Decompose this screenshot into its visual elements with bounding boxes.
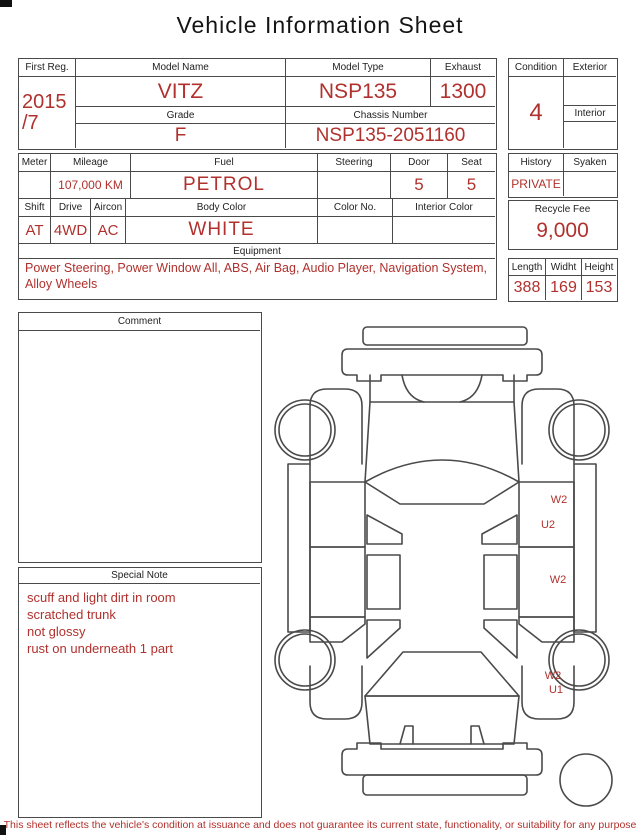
disclaimer-text: This sheet reflects the vehicle's condition at issuance and does not guarantee its current state, functionality, or suitability for any purpose (3, 819, 637, 831)
drive-label: Drive (51, 199, 91, 217)
meter-label: Meter (19, 154, 51, 172)
length-value: 388 (509, 276, 546, 300)
first-reg-label: First Reg. (19, 59, 76, 77)
door-value: 5 (391, 172, 448, 199)
sill-right (574, 464, 596, 632)
hood (370, 375, 514, 402)
recycle-fee-box (508, 200, 618, 250)
front-window-right (482, 515, 517, 544)
c-pillar-left (367, 620, 400, 658)
damage-code: W2 (544, 670, 562, 682)
condition-label: Condition (509, 59, 564, 77)
interior-value (564, 122, 616, 148)
seat-label: Seat (448, 154, 495, 172)
fuel-value: PETROL (131, 172, 318, 199)
model-name-label: Model Name (76, 59, 286, 77)
special-note-label: Special Note (19, 568, 260, 584)
special-note-line: not glossy (27, 623, 86, 639)
comment-box (18, 312, 262, 563)
special-note-line: rust on underneath 1 part (27, 640, 173, 656)
wheel-front-right-inner (553, 404, 605, 456)
height-label: Height (582, 259, 616, 276)
history-value: PRIVATE (509, 172, 564, 196)
body-color-label: Body Color (126, 199, 318, 217)
model-type-label: Model Type (286, 59, 431, 77)
headlight-right (460, 375, 482, 402)
page-title: Vehicle Information Sheet (176, 12, 464, 38)
special-note-body (19, 584, 261, 664)
mileage-value: 107,000 KM (51, 172, 131, 199)
damage-code: W2 (549, 574, 567, 586)
exhaust-label: Exhaust (431, 59, 495, 77)
wheel-front-left (275, 400, 335, 460)
door-label: Door (391, 154, 448, 172)
exterior-value (564, 77, 616, 106)
rear-window-right (484, 555, 517, 609)
tail-lights (400, 726, 484, 744)
first-reg-year: 2015 (22, 90, 67, 113)
sill-left (288, 464, 310, 632)
wheel-front-right (549, 400, 609, 460)
steering-value (318, 172, 391, 199)
interior-color-value (393, 217, 495, 244)
height-value: 153 (585, 279, 613, 296)
comment-label: Comment (19, 313, 260, 331)
drive-value: 4WD (51, 217, 91, 244)
chassis-number-label: Chassis Number (286, 107, 495, 124)
rear-fender-left (310, 666, 362, 719)
model-name-value: VITZ (76, 77, 286, 107)
history-label: History (509, 154, 564, 172)
dimensions-table (508, 258, 618, 302)
width-label: Widht (546, 259, 582, 276)
spec-table (18, 153, 497, 300)
aircon-value: AC (91, 217, 126, 244)
rear-plate (363, 775, 527, 795)
seat-value: 5 (448, 172, 495, 199)
fuel-label: Fuel (131, 154, 318, 172)
shift-label: Shift (19, 199, 51, 217)
wheel-front-left-inner (279, 404, 331, 456)
mileage-label: Mileage (51, 154, 131, 172)
rear-glass (365, 652, 519, 696)
special-note-line: scuff and light dirt in room (27, 590, 176, 605)
interior-label: Interior (564, 106, 616, 122)
front-bumper (342, 349, 542, 381)
windshield (365, 460, 519, 504)
front-door-right (519, 482, 574, 547)
aircon-label: Aircon (91, 199, 126, 217)
first-reg-month: /7 (22, 111, 39, 134)
registration-table (18, 58, 497, 150)
headlight-left (402, 375, 424, 402)
rear-window-left (367, 555, 400, 609)
front-door-left (310, 482, 365, 547)
syaken-label: Syaken (564, 154, 616, 172)
recycle-fee-label: Recycle Fee (534, 203, 591, 215)
meter-value (19, 172, 51, 199)
color-no-value (318, 217, 393, 244)
steering-label: Steering (318, 154, 391, 172)
color-no-label: Color No. (318, 199, 393, 217)
recycle-fee-value: 9,000 (536, 219, 589, 242)
syaken-value (564, 172, 616, 196)
chassis-number-value: NSP135-2051160 (315, 125, 466, 146)
trunk (365, 696, 519, 744)
first-reg-value (19, 77, 76, 148)
wheel-rear-left (275, 630, 335, 690)
equipment-label: Equipment (19, 244, 495, 259)
condition-value: 4 (509, 77, 564, 148)
condition-table (508, 58, 618, 150)
interior-color-label: Interior Color (393, 199, 495, 217)
rear-door-left (310, 547, 365, 617)
wheel-rear-left-inner (279, 634, 331, 686)
rear-bumper (342, 743, 542, 775)
spare-tire (560, 754, 612, 806)
comment-body (19, 331, 261, 343)
damage-code: U1 (548, 684, 564, 696)
car-damage-diagram (262, 312, 622, 818)
exhaust-value: 1300 (431, 77, 495, 107)
exterior-label: Exterior (564, 59, 616, 77)
c-pillar-right (484, 620, 517, 658)
equipment-value: Power Steering, Power Window All, ABS, Air Bag, Audio Player, Navigation System, Alloy Wheels (25, 261, 488, 291)
damage-code: U2 (540, 519, 556, 531)
body-color-value: WHITE (126, 217, 318, 244)
width-value: 169 (546, 276, 582, 300)
model-type-value: NSP135 (286, 77, 431, 107)
length-label: Length (509, 259, 546, 276)
history-table (508, 153, 618, 198)
grade-value: F (76, 124, 286, 148)
car-outline (275, 327, 612, 806)
special-note-box (18, 567, 262, 818)
special-note-line: scratched trunk (27, 606, 116, 622)
shift-value: AT (19, 217, 51, 244)
scan-artifact-top-left (0, 0, 12, 7)
damage-code: W2 (550, 494, 568, 506)
front-plate (363, 327, 527, 345)
front-window-left (367, 515, 402, 544)
grade-label: Grade (76, 107, 286, 124)
